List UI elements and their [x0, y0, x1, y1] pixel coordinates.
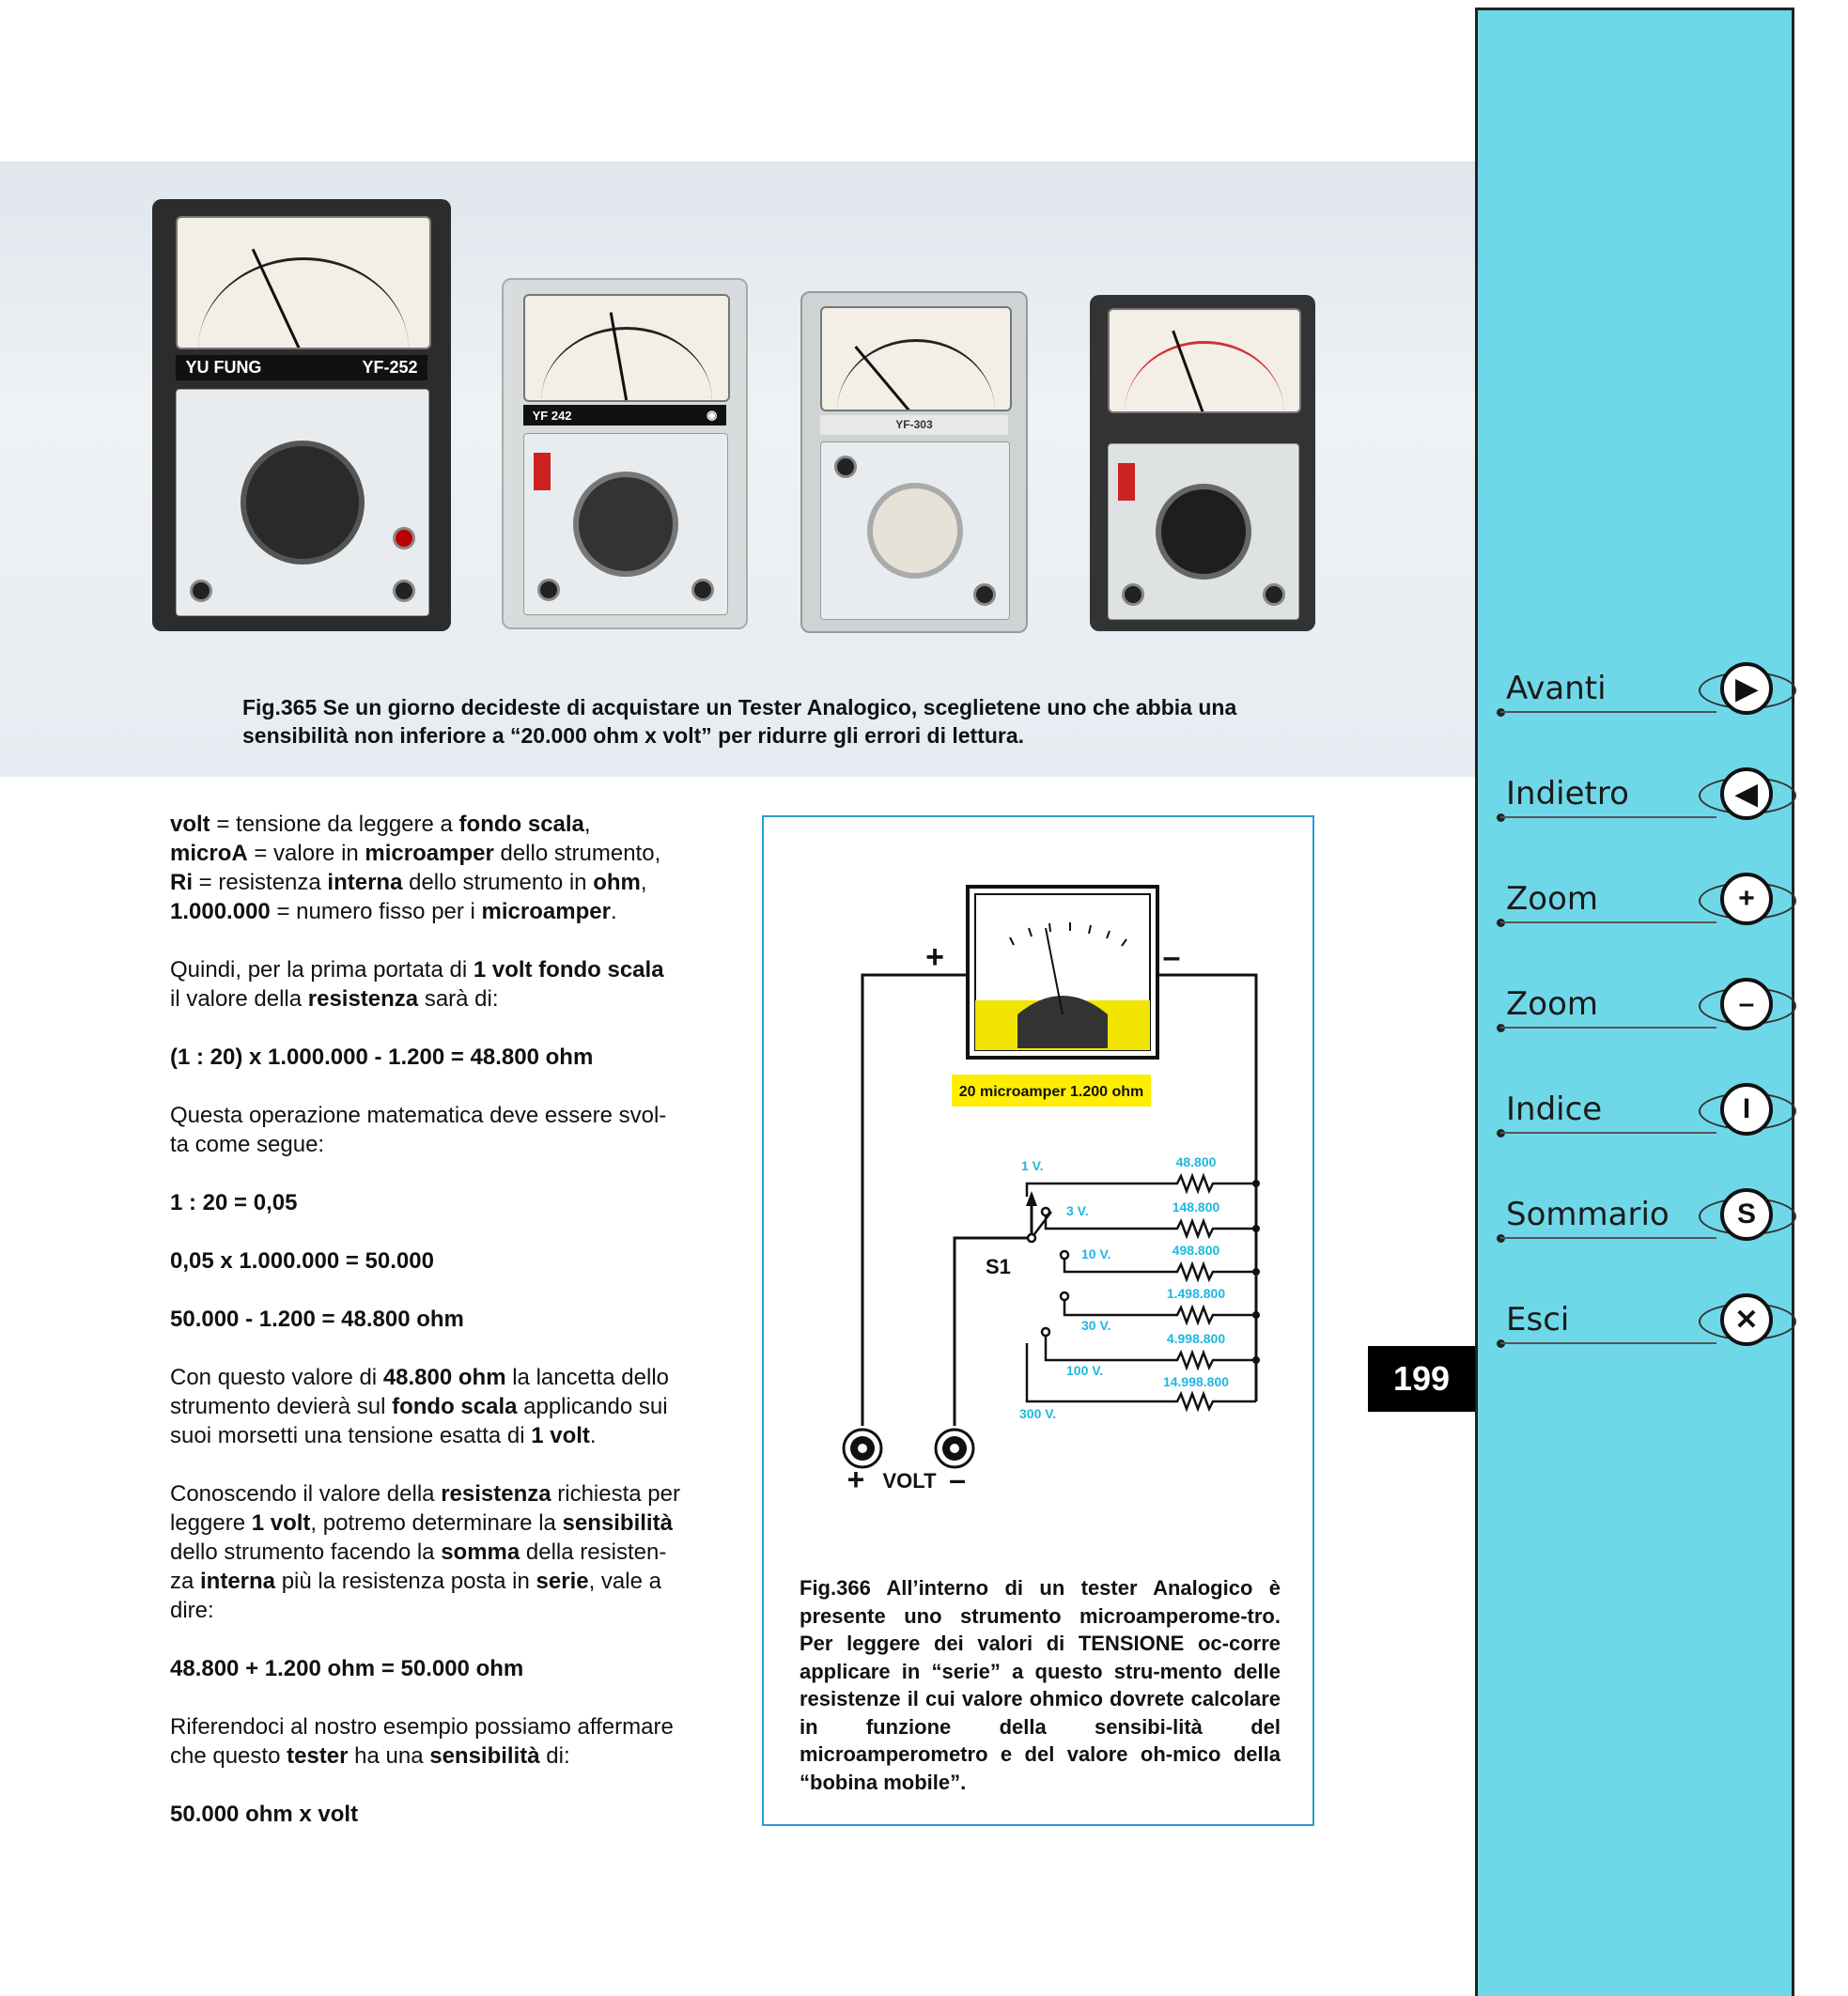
figure-366: [762, 815, 1314, 1826]
meter-model: YF-252: [362, 357, 418, 377]
meter-brand-plate: [820, 415, 1008, 436]
exit-icon: ✕: [1720, 1293, 1773, 1346]
meter-model: YF-303: [895, 418, 933, 432]
range-label-30v: 30 V.: [1081, 1318, 1111, 1333]
range-label-100v: 100 V.: [1066, 1363, 1104, 1378]
nav-avanti-button[interactable]: [1506, 658, 1788, 724]
nav-label: Sommario: [1506, 1196, 1669, 1233]
nav-label: Indice: [1506, 1091, 1603, 1128]
nav-label: Zoom: [1506, 880, 1599, 918]
meter-brand-plate: [176, 355, 427, 381]
meter-brand-plate: YF 242 ◉: [523, 405, 727, 426]
multimeter-yf370: [1090, 295, 1315, 631]
resistor-value-1: 48.800: [1175, 1154, 1217, 1169]
range-knob: [573, 472, 678, 577]
step-1: 1 : 20 = 0,05: [170, 1190, 298, 1215]
photo-band: [0, 162, 1475, 777]
range-knob: [241, 441, 365, 565]
nav-label: Zoom: [1506, 985, 1599, 1023]
voltmeter-schematic: [764, 817, 1312, 1569]
nav-sommario-button[interactable]: [1506, 1184, 1788, 1250]
nav-label: Avanti: [1506, 670, 1607, 707]
result-paragraph: Con questo valore di 48.800 ohm la lancetta dello strumento devierà sul fondo scala applicando sui suoi morsetti una tensione esatta di 1 volt.: [170, 1365, 669, 1448]
nav-zoom-in-button[interactable]: [1506, 869, 1788, 935]
meter-panel: [820, 441, 1010, 619]
range-label-300v: 300 V.: [1019, 1406, 1057, 1421]
nav-sidebar: [1475, 8, 1794, 1996]
meter-model: YF 242: [532, 408, 572, 423]
multimeter-yf252: [152, 199, 451, 631]
meter-face: [1108, 308, 1301, 412]
formula-2: 48.800 + 1.200 ohm = 50.000 ohm: [170, 1656, 524, 1681]
terminal-plus: +: [846, 1462, 865, 1496]
meter-face: [523, 294, 731, 402]
plus-sign: +: [925, 939, 944, 975]
sensitivity-result: 50.000 ohm x volt: [170, 1802, 359, 1827]
intro-paragraph: Quindi, per la prima portata di 1 volt fondo scala il valore della resistenza sarà di:: [170, 957, 664, 1012]
range-knob: [1156, 484, 1251, 580]
play-left-icon: ◀: [1720, 767, 1773, 820]
meter-face: [820, 306, 1012, 411]
step-2: 0,05 x 1.000.000 = 50.000: [170, 1248, 434, 1274]
switch-label: S1: [986, 1255, 1011, 1278]
zoom-in-icon: +: [1720, 873, 1773, 925]
resistor-value-5: 4.998.800: [1166, 1331, 1226, 1346]
meter-brand: YU FUNG: [185, 357, 262, 377]
resistor-value-6: 14.998.800: [1162, 1374, 1230, 1389]
play-right-icon: ▶: [1720, 662, 1773, 715]
zoom-out-icon: –: [1720, 978, 1773, 1030]
nav-indice-button[interactable]: [1506, 1079, 1788, 1145]
terminal-volt-label: VOLT: [882, 1469, 937, 1493]
resistor-value-4: 1.498.800: [1166, 1286, 1226, 1301]
sensitivity-paragraph: Conoscendo il valore della resistenza richiesta per leggere 1 volt, potremo determinare la sensibilità dello strumento facendo la somma della resisten- za interna più la resistenza posta in serie, vale a dire:: [170, 1481, 680, 1623]
explanation-paragraph: Questa operazione matematica deve essere svol- ta come segue:: [170, 1103, 667, 1157]
figure-366-caption: Fig.366 All’interno di un tester Analogico è presente uno strumento microamperome-tro. Per leggere dei valori di TENSIONE oc-corre applicare in “serie” a questo stru-mento delle resistenze il cui valore ohmico dovrete calcolare in funzione della sensibi-lità del microamperometro e del valore oh-mico della “bobina mobile”.: [800, 1576, 1281, 1794]
nav-indietro-button[interactable]: [1506, 764, 1788, 829]
summary-icon: S: [1720, 1188, 1773, 1241]
terminal-minus: –: [949, 1462, 966, 1496]
article-body: [170, 810, 724, 1858]
definitions-paragraph: volt = tensione da leggere a fondo scala, microA = valore in microamper dello strumento, Ri = resistenza interna dello strumento in ohm, 1.000.000 = numero fisso per i microamper.: [170, 812, 661, 924]
nav-esci-button[interactable]: [1506, 1290, 1788, 1355]
range-knob: [867, 483, 963, 579]
meter-panel: [1108, 443, 1299, 620]
step-3: 50.000 - 1.200 = 48.800 ohm: [170, 1307, 464, 1332]
meter-label: 20 microamper 1.200 ohm: [958, 1084, 1144, 1100]
range-label-3v: 3 V.: [1066, 1203, 1089, 1218]
meter-panel: [176, 389, 428, 615]
meter-face: [176, 216, 430, 349]
multimeter-yf303: [800, 291, 1028, 633]
nav-zoom-out-button[interactable]: [1506, 974, 1788, 1040]
nav-label: Esci: [1506, 1301, 1570, 1338]
index-icon: I: [1720, 1083, 1773, 1136]
page-number: 199: [1368, 1346, 1475, 1412]
nav-label: Indietro: [1506, 775, 1629, 812]
resistor-value-3: 498.800: [1172, 1243, 1220, 1258]
range-label-10v: 10 V.: [1081, 1246, 1111, 1261]
formula-1: (1 : 20) x 1.000.000 - 1.200 = 48.800 ohm: [170, 1044, 594, 1070]
terminal-negative: [936, 1430, 973, 1467]
resistor-value-2: 148.800: [1172, 1199, 1220, 1215]
meter-panel: [523, 433, 729, 615]
example-paragraph: Riferendoci al nostro esempio possiamo affermare che questo tester ha una sensibilità di:: [170, 1714, 674, 1769]
range-label-1v: 1 V.: [1021, 1158, 1044, 1173]
figure-365-caption: Fig.365 Se un giorno decideste di acquistare un Tester Analogico, sceglietene uno che abbia una sensibilità non inferiore a “20.000 ohm x volt” per ridurre gli errori di lettura.: [242, 695, 1237, 748]
multimeter-yf242: [502, 278, 748, 629]
minus-sign: –: [1162, 939, 1181, 975]
terminal-positive: [844, 1430, 881, 1467]
